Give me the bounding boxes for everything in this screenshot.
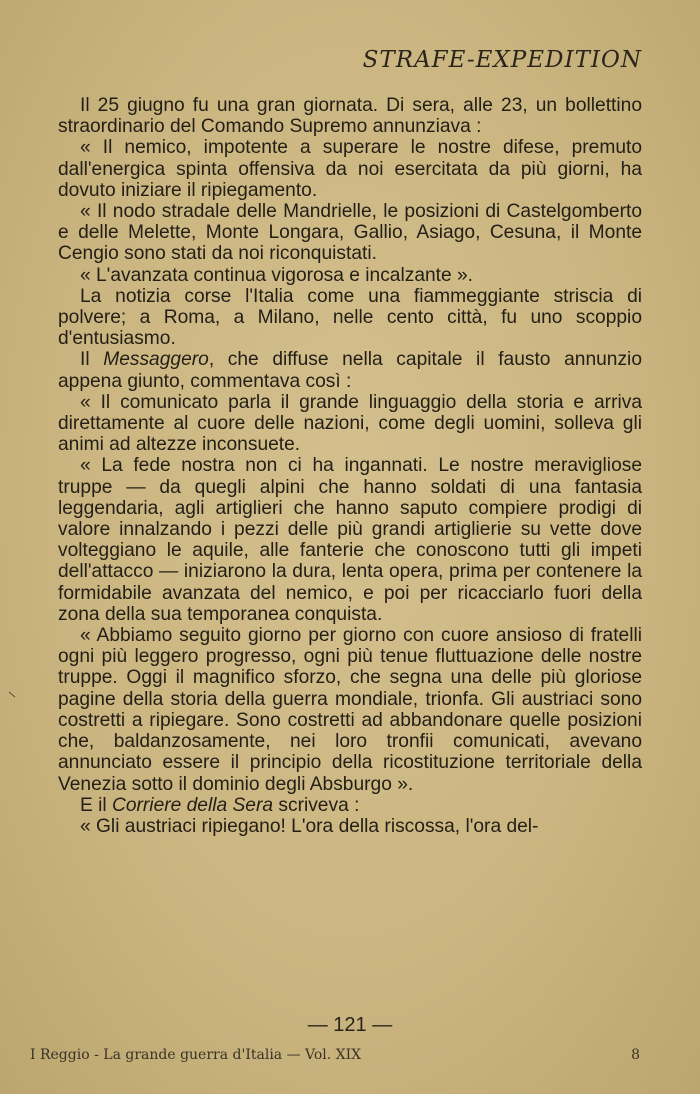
paragraph: Il Messaggero, che diffuse nella capitale il fausto annunzio appena giunto, commentava così : (58, 349, 642, 392)
paragraph: « Gli austriaci ripiegano! L'ora della riscossa, l'ora del- (80, 815, 539, 837)
paragraph: « Abbiamo seguito giorno per giorno con cuore ansioso di fratelli ogni più leggero progresso, ogni più tenue fluttuazione delle nostre truppe. Oggi il magnifico sforzo, che segna una delle più gloriose pagine della storia della guerra mondiale, trionfa. Gli austriaci sono costretti a ripiegare. Sono costretti ad abbandonare quelle posizioni che, baldanzosamente, nei loro tronfii comunicati, avevano annunciato essere il principio della ricostituzione territoriale della Venezia sotto il dominio degli Absburgo ». (58, 625, 642, 795)
paragraph: La notizia corse l'Italia come una fiammeggiante striscia di polvere; a Roma, a Milano, nelle cento città, fu uno scoppio d'entusiasmo. (58, 285, 642, 350)
margin-mark (9, 692, 16, 698)
paragraph: « Il nodo stradale delle Mandrielle, le posizioni di Castelgomberto e delle Melette, Monte Longara, Gallio, Asiago, Cesuna, il Monte Cengio sono stati da noi riconquistati. (58, 201, 642, 265)
paragraph: E il Corriere della Sera scriveva : (80, 794, 360, 816)
newspaper-title: Messaggero (103, 349, 209, 371)
paragraph: « Il comunicato parla il grande linguaggio della storia e arriva direttamente al cuore delle nazioni, come degli uomini, solleva gli animi ad altezze inconsuete. (58, 391, 642, 456)
page-header: STRAFE-EXPEDITION (362, 47, 642, 73)
footer-citation: I Reggio - La grande guerra d'Italia — Vol. XIX (30, 1047, 362, 1063)
paragraph: « Il nemico, impotente a superare le nostre difese, premuto dall'energica spinta offensiva da noi esercitata da più giorni, ha dovuto iniziare il ripiegamento. (58, 137, 642, 201)
paragraph: « L'avanzata continua vigorosa e incalzante ». (80, 264, 474, 286)
page-number: — 121 — (307, 1014, 393, 1036)
paragraph: Il 25 giugno fu una gran giornata. Di sera, alle 23, un bollettino straordinario del Comando Supremo annunziava : (58, 95, 642, 138)
body-text (58, 95, 642, 837)
paragraph: « La fede nostra non ci ha ingannati. Le nostre meravigliose truppe — da quegli alpini che hanno soldati di una fantasia leggendaria, agli artiglieri che hanno saputo compiere prodigi di valore innalzando i pezzi delle più grandi artiglierie su vette dove volteggiano le aquile, alle fanterie che conoscono tutti gli impeti dell'attacco — iniziarono la dura, lenta opera, prima per contenere la formidabile avanzata del nemico, e poi per ricacciarlo fuori della zona della sua temporanea conquista. (58, 455, 642, 625)
newspaper-title: Corriere della Sera (112, 794, 274, 816)
signature-mark: 8 (631, 1047, 640, 1063)
